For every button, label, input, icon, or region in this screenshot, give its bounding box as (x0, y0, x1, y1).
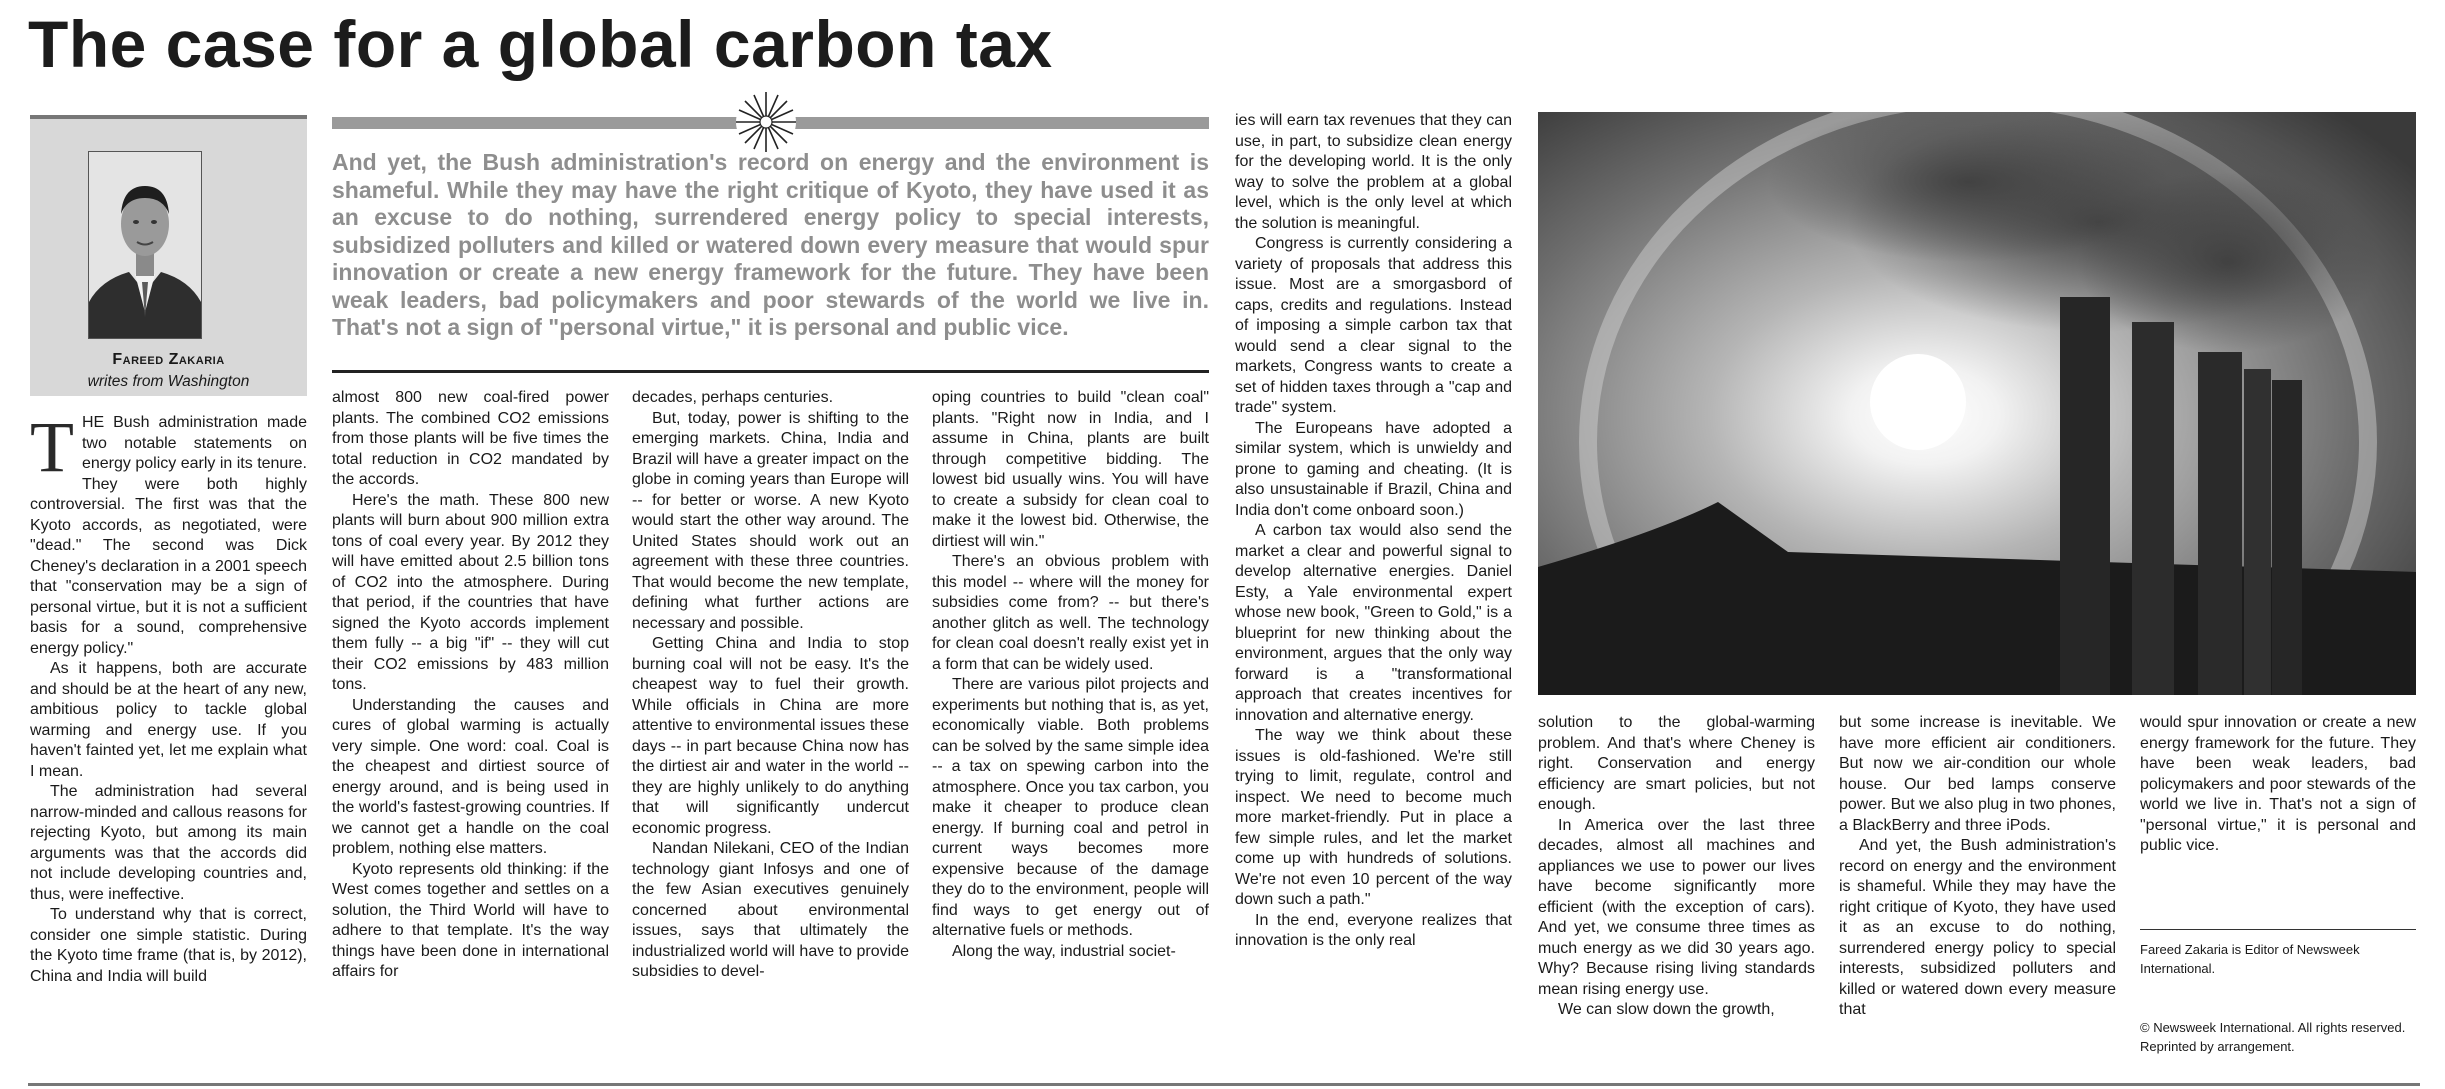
author-note: Fareed Zakaria is Editor of Newsweek International. (2140, 942, 2360, 976)
paragraph: In the end, everyone realizes that innovation is the only real (1235, 911, 1512, 949)
paragraph: THE Bush administration made two notable statements on energy policy early in its tenure. They were both highly controversial. The first was that the Kyoto accords, as negotiated, were "dead." The second was Dick Cheney's declaration in a 2001 speech that "conservation may be a sign of personal virtue, but it is not a sufficient basis for a sound, comprehensive energy policy." (30, 407, 307, 657)
author-portrait (88, 151, 202, 339)
column-7 (1839, 713, 2116, 1021)
paragraph: would spur innovation or create a new energy framework for the future. They have been weak leaders, bad policymakers and poor stewards of the world we live in. That's not a sign of "personal virtue," it is personal and public vice. (2140, 714, 2416, 854)
paragraph: There's an obvious problem with this model -- where will the money for subsidies come from? -- but there's another glitch as well. The technology for clean coal doesn't really exist yet in a form that can be widely used. (932, 553, 1209, 673)
drop-cap: T (30, 407, 74, 487)
paragraph: Along the way, industrial societ- (952, 942, 1176, 960)
paragraph: almost 800 new coal-fired power plants. The combined CO2 emissions from those plants will be five times the total reduction in CO2 mandated by the accords. (332, 389, 609, 488)
paragraph: Understanding the causes and cures of global warming is actually very simple. One word: coal. Coal is the cheapest and dirtiest source of energy around, and is being used in the world's fastest-growing countries. If we cannot get a handle on the coal problem, nothing else matters. (332, 696, 609, 857)
author-name: Fareed Zakaria (112, 351, 225, 368)
paragraph: Congress is currently considering a variety of proposals that address this issue. Most are a smorgasbord of caps, credits and regulations. Instead of imposing a simple carbon tax that would send a clear signal to the markets, Congress wants to create a set of hidden taxes through a "cap and trade" system. (1235, 235, 1512, 416)
column-1 (30, 407, 307, 987)
column-2 (332, 388, 609, 983)
paragraph: The Europeans have adopted a similar system, which is unwieldy and prone to gaming and cheating. (It is also unsustainable if Brazil, China and India don't come onboard soon.) (1235, 419, 1512, 519)
paragraph: Kyoto represents old thinking: if the West comes together and settles on a solution, the Third World will have to adhere to that template. It's the way things have been done in international affairs for (332, 860, 609, 980)
paragraph: A carbon tax would also send the market a clear and powerful signal to develop alternative energies. Daniel Esty, a Yale environmental expert whose new book, "Green to Gold," is a blueprint for new thinking about the environment, argues that the only way forward is a "transformational approach that creates incentives for innovation and alternative energy. (1235, 522, 1512, 724)
paragraph: The way we think about these issues is old-fashioned. We're still trying to limit, regulate, control and inspect. We need to become much more market-friendly. Put in place a few simple rules, and let the market come up with hundreds of solutions. We're not even 10 percent of the way down such a path." (1235, 727, 1512, 908)
pull-quote-bottom-rule (332, 370, 1209, 373)
author-box (30, 115, 307, 396)
note-rule (2140, 929, 2416, 930)
paragraph: We can slow down the growth, (1558, 1001, 1775, 1018)
paragraph: ies will earn tax revenues that they can use, in part, to subsidize clean energy for the developing world. It is the only way to solve the problem at a global level, which is the only level at which the solution is meaningful. (1235, 112, 1512, 232)
paragraph: And yet, the Bush administration's record on energy and the environment is shameful. While they may have the right critique of Kyoto, they have used it as an excuse to do nothing, surrendered energy policy to special interests, subsidized polluters and killed or watered down every measure that (1839, 837, 2116, 1018)
paragraph: In America over the last three decades, almost all machines and appliances we use to power our lives have become significantly more efficient (with the exception of cars). And yet, we consume three times as much energy as we did 30 years ago. Why? Because rising living standards mean rising energy use. (1538, 816, 1815, 998)
author-photo-icon (89, 152, 201, 338)
paragraph: oping countries to build "clean coal" plants. "Right now in India, and I assume in China, plants are built through competitive bidding. The lowest bid usually wins. You will have to create a subsidy for clean coal to make it the lowest bid. Otherwise, the dirtiest will win." (932, 389, 1209, 550)
paragraph: but some increase is inevitable. We have more efficient air conditioners. But now we air-condition our whole house. Our bed lamps conserve power. But we also plug in two phones, a BlackBerry and three iPods. (1839, 714, 2116, 834)
starburst-icon (733, 89, 799, 155)
paragraph: Nandan Nilekani, CEO of the Indian technology giant Infosys and one of the few Asian executives genuinely concerned about environmental issues, says that ultimately the industrialized world will have to provide subsidies to devel- (632, 840, 909, 980)
paragraph: As it happens, both are accurate and should be at the heart of any new, ambitious policy to tackle global warming and energy use. If you haven't fainted yet, let me explain what I mean. (30, 660, 307, 780)
smokestacks-photo (1538, 112, 2416, 695)
paragraph: There are various pilot projects and experiments but nothing that is, as yet, economically viable. Both problems can be solved by the same simple idea -- a tax on spewing carbon into the atmosphere. Once you tax carbon, you make it cheaper to produce clean energy. If burning coal and petrol in current ways becomes more expensive because of the damage they do to the environment, people will find ways to get energy out of alternative fuels or methods. (932, 676, 1209, 939)
headline: The case for a global carbon tax (28, 7, 1053, 81)
column-5 (1235, 111, 1512, 952)
copyright-note: © Newsweek International. All rights reserved. Reprinted by arrangement. (2140, 1020, 2406, 1054)
author-subtitle: writes from Washington (87, 373, 250, 390)
paragraph: solution to the global-warming problem. And that's where Cheney is right. Conservation and energy efficiency are smart policies, but not enough. (1538, 714, 1815, 813)
paragraph: But, today, power is shifting to the emerging markets. China, India and Brazil will have a greater impact on the globe in coming years than Europe will -- for better or worse. A new Kyoto would start the other way around. The United States should work out an agreement with these three countries. That would become the new template, defining what further actions are necessary and possible. (632, 409, 909, 632)
column-6 (1538, 713, 1815, 1021)
column-4 (932, 388, 1209, 962)
paragraph: Here's the math. These 800 new plants will burn about 900 million extra tons of coal every year. By 2012 they will have emitted about 2.5 billion tons of CO2 into the atmosphere. During that period, if the countries that have signed the Kyoto accords implement them fully -- a big "if" -- they will cut their CO2 emissions by 483 million tons. (332, 491, 609, 693)
column-3 (632, 388, 909, 983)
footer-rule (28, 1083, 2420, 1086)
pull-quote: And yet, the Bush administration's record on energy and the environment is shameful. While they may have the right critique of Kyoto, they have used it as an excuse to do nothing, surrendered energy policy to special interests, subsidized polluters and killed or watered down every measure that would spur innovation or create a new energy framework for the future. They have been weak leaders, bad policymakers and poor stewards of the world we live in. That's not a sign of "personal virtue," it is personal and public vice. (332, 149, 1209, 340)
paragraph: The administration had several narrow-minded and callous reasons for rejecting Kyoto, but among its main arguments was that the accords did not include developing countries and, thus, were ineffective. (30, 783, 307, 903)
paragraph: Getting China and India to stop burning coal will not be easy. It's the cheapest way to fuel their growth. While officials in China are more attentive to environmental issues these days -- in part because China now has the dirtiest air and water in the world -- they are highly unlikely to do anything that will significantly undercut economic progress. (632, 635, 909, 837)
column-8 (2140, 713, 2416, 857)
paragraph: To understand why that is correct, consider one simple statistic. During the Kyoto time frame (that is, by 2012), China and India will build (30, 906, 307, 985)
paragraph: decades, perhaps centuries. (632, 389, 834, 406)
